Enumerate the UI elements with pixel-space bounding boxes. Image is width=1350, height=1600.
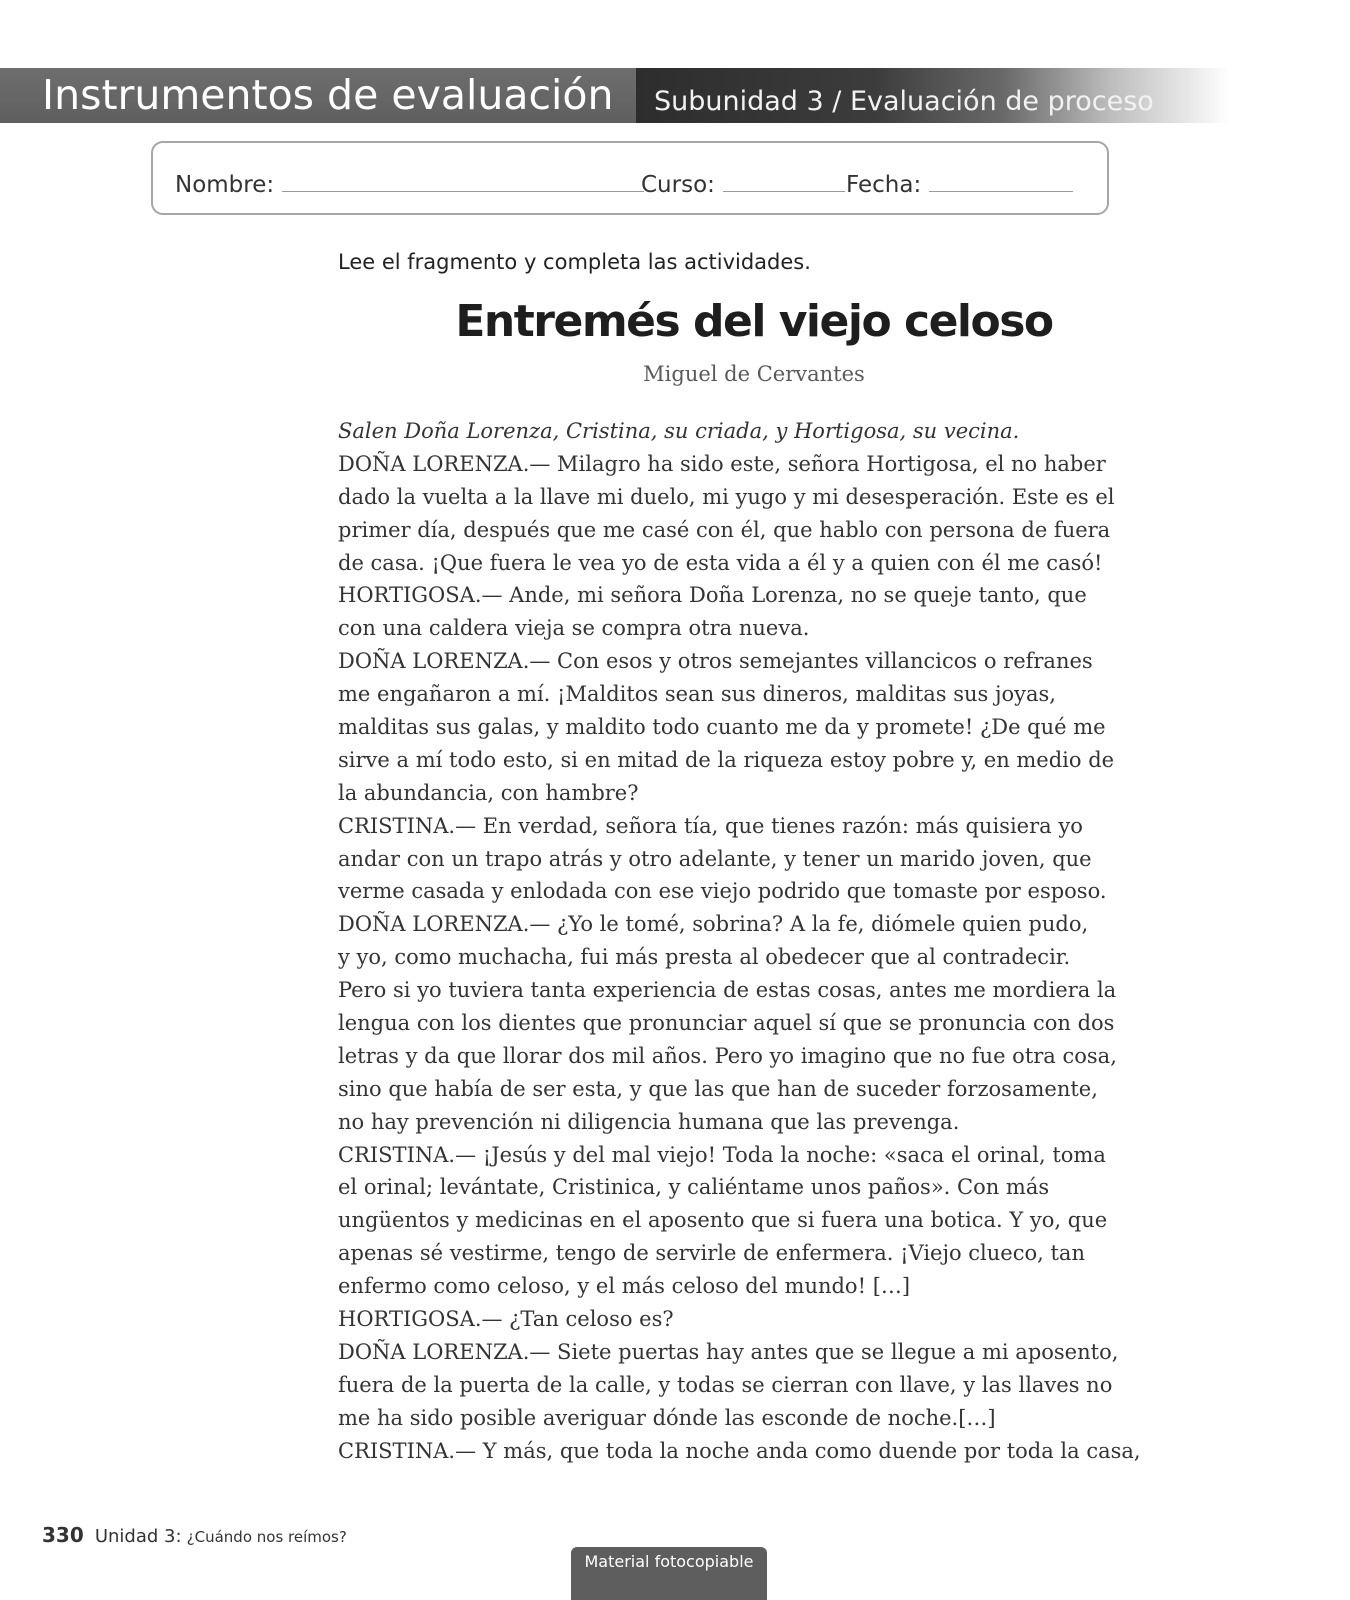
- text-line: con una caldera vieja se compra otra nueva.: [338, 616, 810, 641]
- name-input-line[interactable]: [282, 169, 644, 192]
- unit-title: ¿Cuándo nos reímos?: [186, 1528, 347, 1546]
- page-footer: [42, 1523, 347, 1547]
- stage-direction: Salen Doña Lorenza, Cristina, su criada, y Hortigosa, su vecina.: [338, 419, 1020, 443]
- header-subtitle: Subunidad 3 / Evaluación de proceso: [636, 68, 1230, 123]
- text-line: malditas sus galas, y maldito todo cuanto me da y promete! ¿De qué me: [338, 715, 1106, 740]
- header-band: [0, 68, 1230, 123]
- work-title: Entremés del viejo celoso: [455, 296, 1053, 347]
- text-line: apenas sé vestirme, tengo de servirle de enfermera. ¡Viejo clueco, tan: [338, 1241, 1085, 1266]
- text-fragment: [338, 415, 1218, 1468]
- instruction-text: Lee el fragmento y completa las actividades.: [338, 250, 811, 274]
- text-line: ungüentos y medicinas en el aposento que si fuera una botica. Y yo, que: [338, 1208, 1108, 1233]
- text-line: sirve a mí todo esto, si en mitad de la riqueza estoy pobre y, en medio de: [338, 747, 1115, 772]
- course-label: Curso:: [641, 172, 715, 198]
- work-author: Miguel de Cervantes: [643, 362, 865, 386]
- text-line: sino que había de ser esta, y que las que han de suceder forzosamente,: [338, 1076, 1098, 1101]
- text-line: DOÑA LORENZA.— Siete puertas hay antes que se llegue a mi aposento,: [338, 1339, 1119, 1364]
- text-line: DOÑA LORENZA.— ¿Yo le tomé, sobrina? A la fe, diómele quien pudo,: [338, 912, 1089, 937]
- text-line: DOÑA LORENZA.— Milagro ha sido este, señora Hortigosa, el no haber: [338, 451, 1106, 476]
- text-line: dado la vuelta a la llave mi duelo, mi yugo y mi desesperación. Este es el: [338, 484, 1115, 509]
- text-line: primer día, después que me casé con él, que hablo con persona de fuera: [338, 517, 1111, 542]
- text-line: Pero si yo tuviera tanta experiencia de estas cosas, antes me mordiera la: [338, 978, 1117, 1003]
- course-input-line[interactable]: [723, 169, 845, 192]
- page-number: 330: [42, 1523, 84, 1547]
- photocopiable-badge: Material fotocopiable: [571, 1547, 767, 1600]
- text-line: me engañaron a mí. ¡Malditos sean sus dineros, malditas sus joyas,: [338, 682, 1056, 707]
- name-label: Nombre:: [175, 172, 275, 198]
- text-line: el orinal; levántate, Cristinica, y caliéntame unos paños». Con más: [338, 1175, 1050, 1200]
- text-line: lengua con los dientes que pronunciar aquel sí que se pronuncia con dos: [338, 1011, 1115, 1036]
- text-line: letras y da que llorar dos mil años. Pero yo imagino que no fue otra cosa,: [338, 1043, 1117, 1068]
- text-line: de casa. ¡Que fuera le vea yo de esta vida a él y a quien con él me casó!: [338, 550, 1103, 575]
- student-info-box: [151, 141, 1109, 215]
- text-line: enfermo como celoso, y el más celoso del mundo! […]: [338, 1274, 911, 1299]
- date-input-line[interactable]: [929, 169, 1073, 192]
- text-line: HORTIGOSA.— ¿Tan celoso es?: [338, 1307, 674, 1332]
- course-field: [641, 169, 845, 198]
- text-line: CRISTINA.— En verdad, señora tía, que tienes razón: más quisiera yo: [338, 813, 1083, 838]
- text-line: no hay prevención ni diligencia humana que las prevenga.: [338, 1109, 960, 1134]
- text-line: HORTIGOSA.— Ande, mi señora Doña Lorenza, no se queje tanto, que: [338, 583, 1087, 608]
- text-line: la abundancia, con hambre?: [338, 780, 639, 805]
- text-line: me ha sido posible averiguar dónde las esconde de noche.[…]: [338, 1405, 996, 1430]
- text-line: y yo, como muchacha, fui más presta al obedecer que al contradecir.: [338, 945, 1071, 970]
- header-title: Instrumentos de evaluación: [0, 68, 636, 123]
- text-line: fuera de la puerta de la calle, y todas se cierran con llave, y las llaves no: [338, 1372, 1113, 1397]
- text-line: andar con un trapo atrás y otro adelante, y tener un marido joven, que: [338, 846, 1092, 871]
- name-field: [175, 169, 644, 198]
- text-line: CRISTINA.— ¡Jesús y del mal viejo! Toda la noche: «saca el orinal, toma: [338, 1142, 1106, 1167]
- date-label: Fecha:: [846, 172, 922, 198]
- text-line: DOÑA LORENZA.— Con esos y otros semejantes villancicos o refranes: [338, 649, 1093, 674]
- text-line: CRISTINA.— Y más, que toda la noche anda como duende por toda la casa,: [338, 1438, 1141, 1463]
- date-field: [846, 169, 1073, 198]
- unit-label: Unidad 3:: [94, 1526, 182, 1547]
- text-line: verme casada y enlodada con ese viejo podrido que tomaste por esposo.: [338, 879, 1107, 904]
